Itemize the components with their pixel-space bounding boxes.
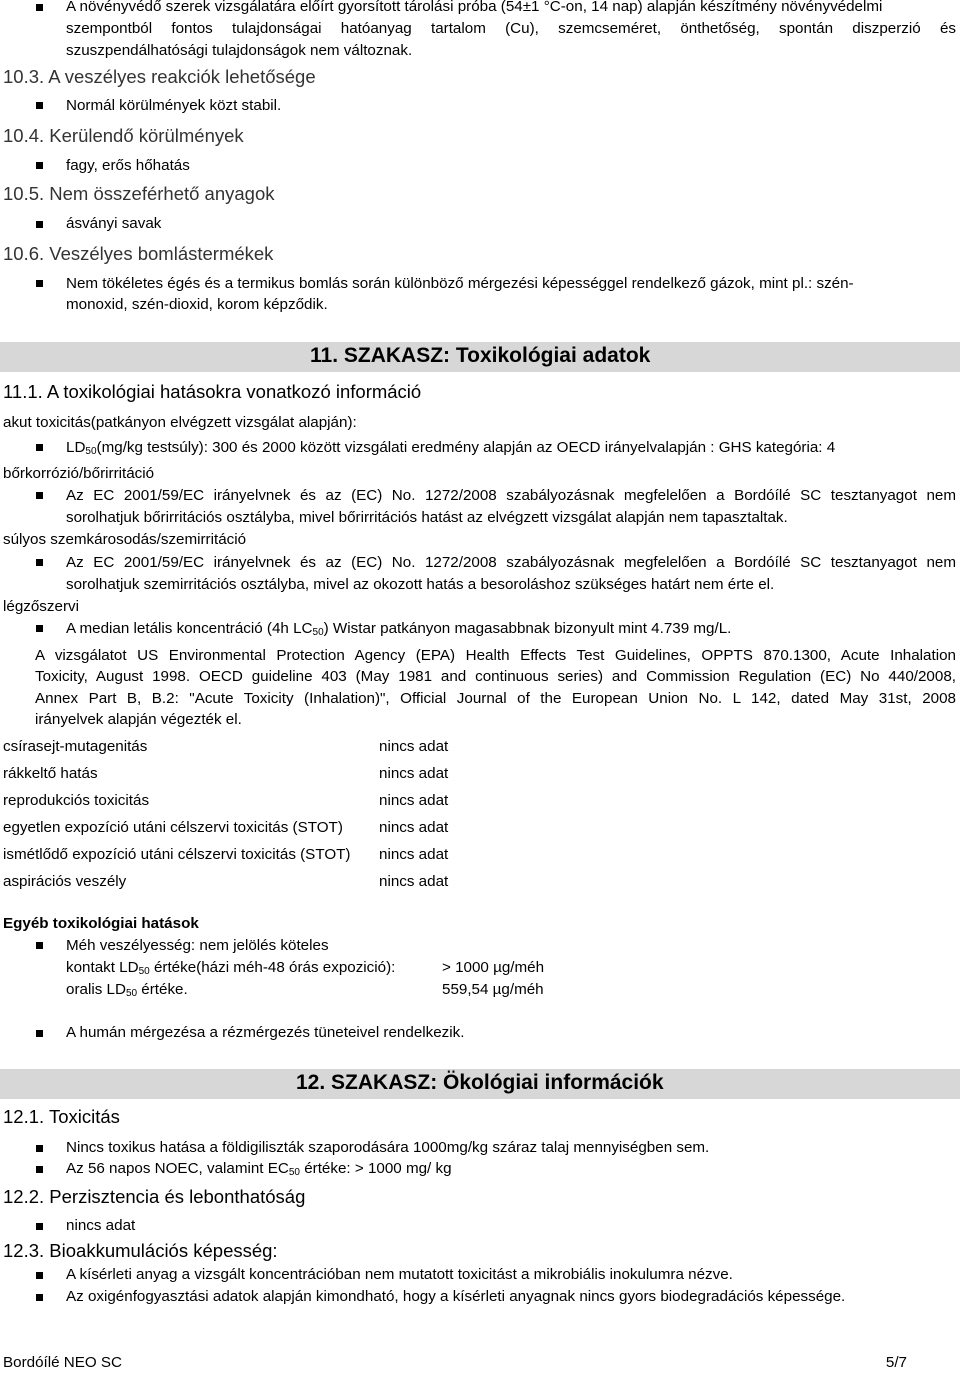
table-row-label: csírasejt-mutagenitás — [3, 738, 148, 755]
bullet-icon — [36, 162, 43, 169]
heading-12-2: 12.2. Perzisztencia és lebonthatóság — [3, 1186, 306, 1207]
table-row-value: nincs adat — [379, 765, 449, 782]
list-item: Az 56 napos NOEC, valamint $EC_{50}$ értéke: > 1000 mg/ kg — [66, 1160, 452, 1178]
method-paragraph-line: irányelvek alapján végezték el. — [35, 711, 242, 728]
heading-12-1: 12.1. Toxicitás — [3, 1106, 120, 1127]
bullet-icon — [36, 1294, 43, 1301]
oral-ld50-line: oralis $LD_{50}$ értéke. — [66, 981, 188, 999]
list-item: nincs adat — [66, 1217, 136, 1234]
acute-toxicity-label: akut toxicitás(patkányon elvégzett vizsgálat alapján): — [3, 414, 357, 431]
bullet-icon — [36, 625, 43, 632]
bullet-icon — [36, 102, 43, 109]
list-item-continuation: monoxid, szén-dioxid, korom képződik. — [66, 296, 328, 313]
table-row-label: aspirációs veszély — [3, 873, 127, 890]
table-row-value: nincs adat — [379, 819, 449, 836]
bullet-icon — [36, 221, 43, 228]
table-row-value: nincs adat — [379, 873, 449, 890]
list-item: ásványi savak — [66, 215, 162, 232]
list-item: Az oxigénfogyasztási adatok alapján kimondható, hogy a kísérleti anyagnak nincs gyors biodegradációs képessége. — [66, 1288, 846, 1305]
paragraph-line: szuszpendálhatósági tulajdonságok nem változnak. — [66, 42, 413, 59]
skin-heading: bőrkorrózió/bőrirritáció — [3, 465, 155, 482]
human-effect-line: A humán mérgezésa a rézmérgezés tüneteivel rendelkezik. — [66, 1024, 465, 1041]
skin-text-line: Az EC 2001/59/EC irányelvnek és az (EC) No. 1272/2008 szabályozásnak megfelelően a Bordóílé SC tesztanyagot nem — [66, 487, 956, 504]
heading-10-5: 10.5. Nem összeférhető anyagok — [3, 183, 275, 204]
list-item: Nincs toxikus hatása a földigiliszták szaporodására 1000mg/kg száraz talaj mennyiségben sem. — [66, 1139, 710, 1156]
heading-10-4: 10.4. Kerülendő körülmények — [3, 125, 244, 146]
bullet-icon — [36, 4, 43, 11]
table-row-label: egyetlen expozíció utáni célszervi toxicitás (STOT) — [3, 819, 343, 836]
paragraph-line: A növényvédő szerek vizsgálatára előírt gyorsított tárolási próba (54±1 °C-on, 14 nap) alapján készítmény növényvédelmi — [66, 0, 883, 15]
paragraph-line: szempontból fontos tulajdonságai hatóanyag tartalom (Cu), szemcseméret, önthetőség, spontán diszperzió és — [66, 20, 956, 37]
table-row-value: nincs adat — [379, 738, 449, 755]
heading-11-1: 11.1. A toxikológiai hatásokra vonatkozó információ — [3, 381, 422, 402]
table-row-label: rákkeltő hatás — [3, 765, 98, 782]
oral-ld50-value: 559,54 µg/méh — [442, 981, 544, 998]
bullet-icon — [36, 1030, 43, 1037]
ld50-line: $LD_{50}(mg/kg$ testsúly): 300 és 2000 között vizsgálati eredmény alapján az OECD irányelvalapján : GHS kategória: 4 — [66, 439, 836, 457]
bullet-icon — [36, 942, 43, 949]
table-row-label: reprodukciós toxicitás — [3, 792, 150, 809]
respiratory-heading: légzőszervi — [3, 598, 79, 615]
heading-10-3: 10.3. A veszélyes reakciók lehetősége — [3, 66, 316, 87]
section-12-title: 12. SZAKASZ: Ökológiai információk — [296, 1071, 664, 1094]
eye-text-line: sorolhatjuk szemirritációs osztályba, mivel az okozott hatás a besoroláshoz szükséges határt nem érte el. — [66, 576, 775, 593]
table-row-value: nincs adat — [379, 846, 449, 863]
bullet-icon — [36, 559, 43, 566]
method-paragraph-line: A vizsgálatot US Environmental Protection Agency (EPA) Health Effects Test Guidelines, OPPTS 870.1300, Acute Inhalation — [35, 647, 956, 664]
bullet-icon — [36, 1166, 43, 1173]
eye-text-line: Az EC 2001/59/EC irányelvnek és az (EC) No. 1272/2008 szabályozásnak megfelelően a Bordóílé SC tesztanyagot nem — [66, 554, 956, 571]
bullet-icon — [36, 492, 43, 499]
method-paragraph-line: Annex Part B, B.2: "Acute Toxicity (Inhalation)", Official Journal of the European Union No. L 142, dated May 31st, 2008 — [35, 690, 956, 707]
heading-12-3: 12.3. Bioakkumulációs képesség: — [3, 1240, 278, 1261]
lc50-line: A median letális koncentráció (4h $LC_{50}$) Wistar patkányon magasabbnak bizonyult mint 4.739 mg/L. — [66, 620, 732, 638]
list-item: A kísérleti anyag a vizsgált koncentrációban nem mutatott toxicitást a mikrobiális inokulumra nézve. — [66, 1266, 733, 1283]
list-item: Nem tökéletes égés és a termikus bomlás során különböző mérgezési képességgel rendelkező gázok, mint pl.: szén- — [66, 275, 854, 292]
other-effects-heading: Egyéb toxikológiai hatások — [3, 915, 199, 932]
contact-ld50-value: > 1000 µg/méh — [442, 959, 545, 976]
heading-10-6: 10.6. Veszélyes bomlástermékek — [3, 243, 274, 264]
bullet-icon — [36, 444, 43, 451]
eye-heading: súlyos szemkárosodás/szemirritáció — [3, 531, 247, 548]
table-row-value: nincs adat — [379, 792, 449, 809]
method-paragraph-line: Toxicity, August 1998. OECD guideline 403 (May 1981 and continuous series) and Commission Regulation (EC) No 440/2008, — [35, 668, 956, 685]
footer-page-number: 5/7 — [885, 1354, 907, 1371]
bullet-icon — [36, 280, 43, 287]
bullet-icon — [36, 1272, 43, 1279]
list-item: fagy, erős hőhatás — [66, 157, 190, 174]
table-row-label: ismétlődő expozíció utáni célszervi toxicitás (STOT) — [3, 846, 351, 863]
contact-ld50-line: kontakt $LD_{50}$ értéke(házi méh-48 órás expozició): — [66, 959, 396, 977]
list-item: Normál körülmények közt stabil. — [66, 97, 282, 114]
section-11-title: 11. SZAKASZ: Toxikológiai adatok — [310, 344, 651, 367]
footer-product-name: Bordóílé NEO SC — [3, 1354, 123, 1371]
bullet-icon — [36, 1223, 43, 1230]
bullet-icon — [36, 1145, 43, 1152]
skin-text-line: sorolhatjuk bőrirritációs osztályba, mivel bőrirritációs hatást az elvégzett vizsgálat alapján nem tapasztaltak. — [66, 509, 788, 526]
bee-line: Méh veszélyesség: nem jelölés köteles — [66, 937, 329, 954]
